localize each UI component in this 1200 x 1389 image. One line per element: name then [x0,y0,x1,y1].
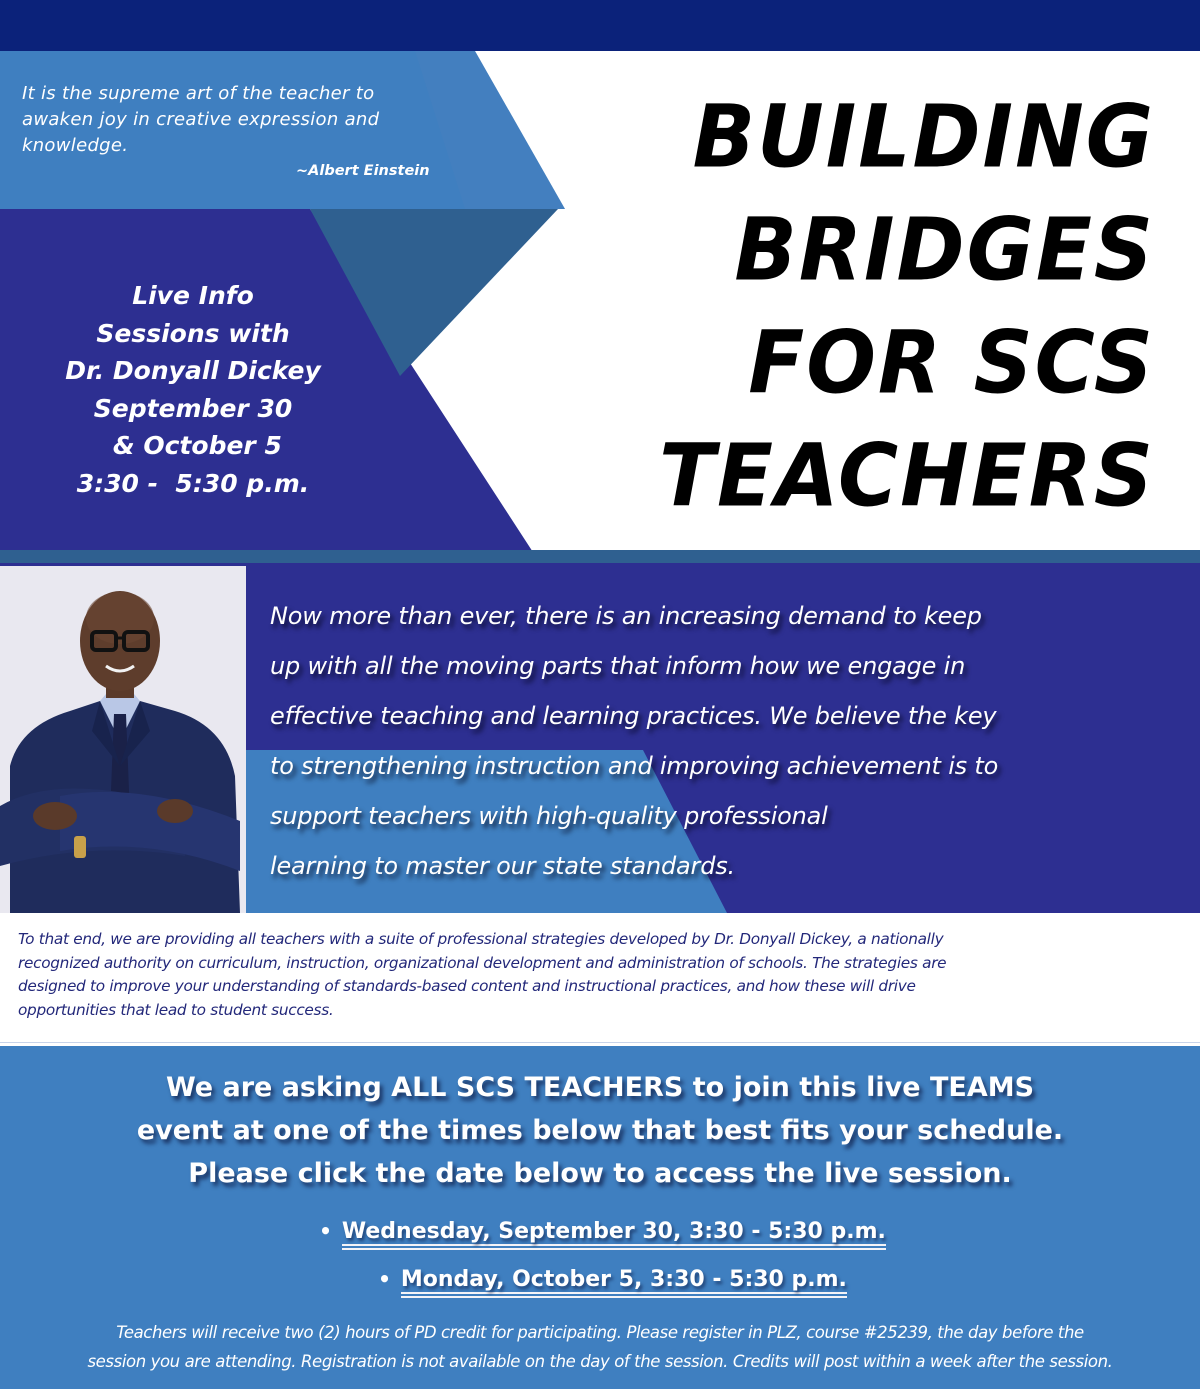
session-info-line: Live Info [132,281,254,310]
cta-heading [0,1066,1200,1195]
cta-text: We are asking [165,1072,392,1103]
intro-section [0,563,1200,913]
detail-line: opportunities that lead to student success. [18,1000,334,1019]
pd-credit-note [0,1318,1200,1376]
cta-heading-line [0,1066,1200,1109]
title-line: FOR SCS [748,313,1155,414]
quote-line: knowledge. [22,135,129,156]
session-link-item [0,1259,1200,1307]
cta-heading-line: Please click the date below to access the live session. [188,1158,1012,1189]
note-line: session you are attending. Registration is not available on the day of the session. Credits will post within a week after the session. [87,1352,1113,1371]
session-info-presenter: Dr. Donyall Dickey [65,356,321,385]
detail-section [0,913,1200,1043]
title-line: BRIDGES [734,200,1155,301]
cta-text: to join this live [683,1072,930,1103]
intro-line: to strengthening instruction and improving achievement is to [270,752,999,780]
note-line: Teachers will receive two (2) hours of PD credit for participating. Please register in PLZ, course #25239, the day before the [116,1323,1084,1342]
session-link-october-5[interactable]: Monday, October 5, 3:30 - 5:30 p.m. [401,1267,847,1298]
cta-emphasis: ALL SCS TEACHERS [391,1072,684,1103]
presenter-photo [0,566,246,913]
detail-line: To that end, we are providing all teachers with a suite of professional strategies developed by Dr. Donyall Dickey, a nationally [18,930,944,948]
intro-line: support teachers with high-quality professional [270,802,828,830]
intro-line: up with all the moving parts that inform how we engage in [270,652,966,680]
intro-line: learning to master our state standards. [270,852,735,880]
detail-line: recognized authority on curriculum, instruction, organizational development and administration of schools. The strategies are [18,953,947,972]
quote-line: It is the supreme art of the teacher to [22,83,375,104]
detail-paragraph [18,928,1188,1022]
intro-paragraph [270,591,1180,891]
session-info-time: 3:30 - 5:30 p.m. [76,468,310,498]
top-band [0,0,1200,51]
intro-line: Now more than ever, there is an increasing demand to keep [270,602,982,630]
detail-line: designed to improve your understanding of standards-based content and instructional practices, and how these will drive [18,977,916,995]
title-line: TEACHERS [659,426,1155,527]
intro-line: effective teaching and learning practices. We believe the key [270,702,997,730]
presenter-portrait-image [0,566,246,913]
cta-emphasis: TEAMS [929,1072,1035,1103]
bullet-icon: • [378,1267,391,1291]
einstein-quote [22,81,492,159]
hero-section [0,51,1200,563]
session-link-september-30[interactable]: Wednesday, September 30, 3:30 - 5:30 p.m. [342,1219,886,1250]
bullet-icon: • [319,1219,332,1243]
session-info-line: Sessions with [96,318,290,348]
title-line: BUILDING [692,87,1155,188]
quote-line: awaken joy in creative expression and [22,109,380,130]
session-link-item [0,1211,1200,1259]
session-info-date: & October 5 [104,431,282,460]
quote-author: ~Albert Einstein [296,163,430,179]
call-to-action-section [0,1046,1200,1389]
cta-heading-line: event at one of the times below that best fits your schedule. [136,1115,1064,1146]
session-info [28,277,358,502]
session-info-date: September 30 [93,393,293,423]
session-links [0,1211,1200,1307]
page-title [659,81,1155,533]
